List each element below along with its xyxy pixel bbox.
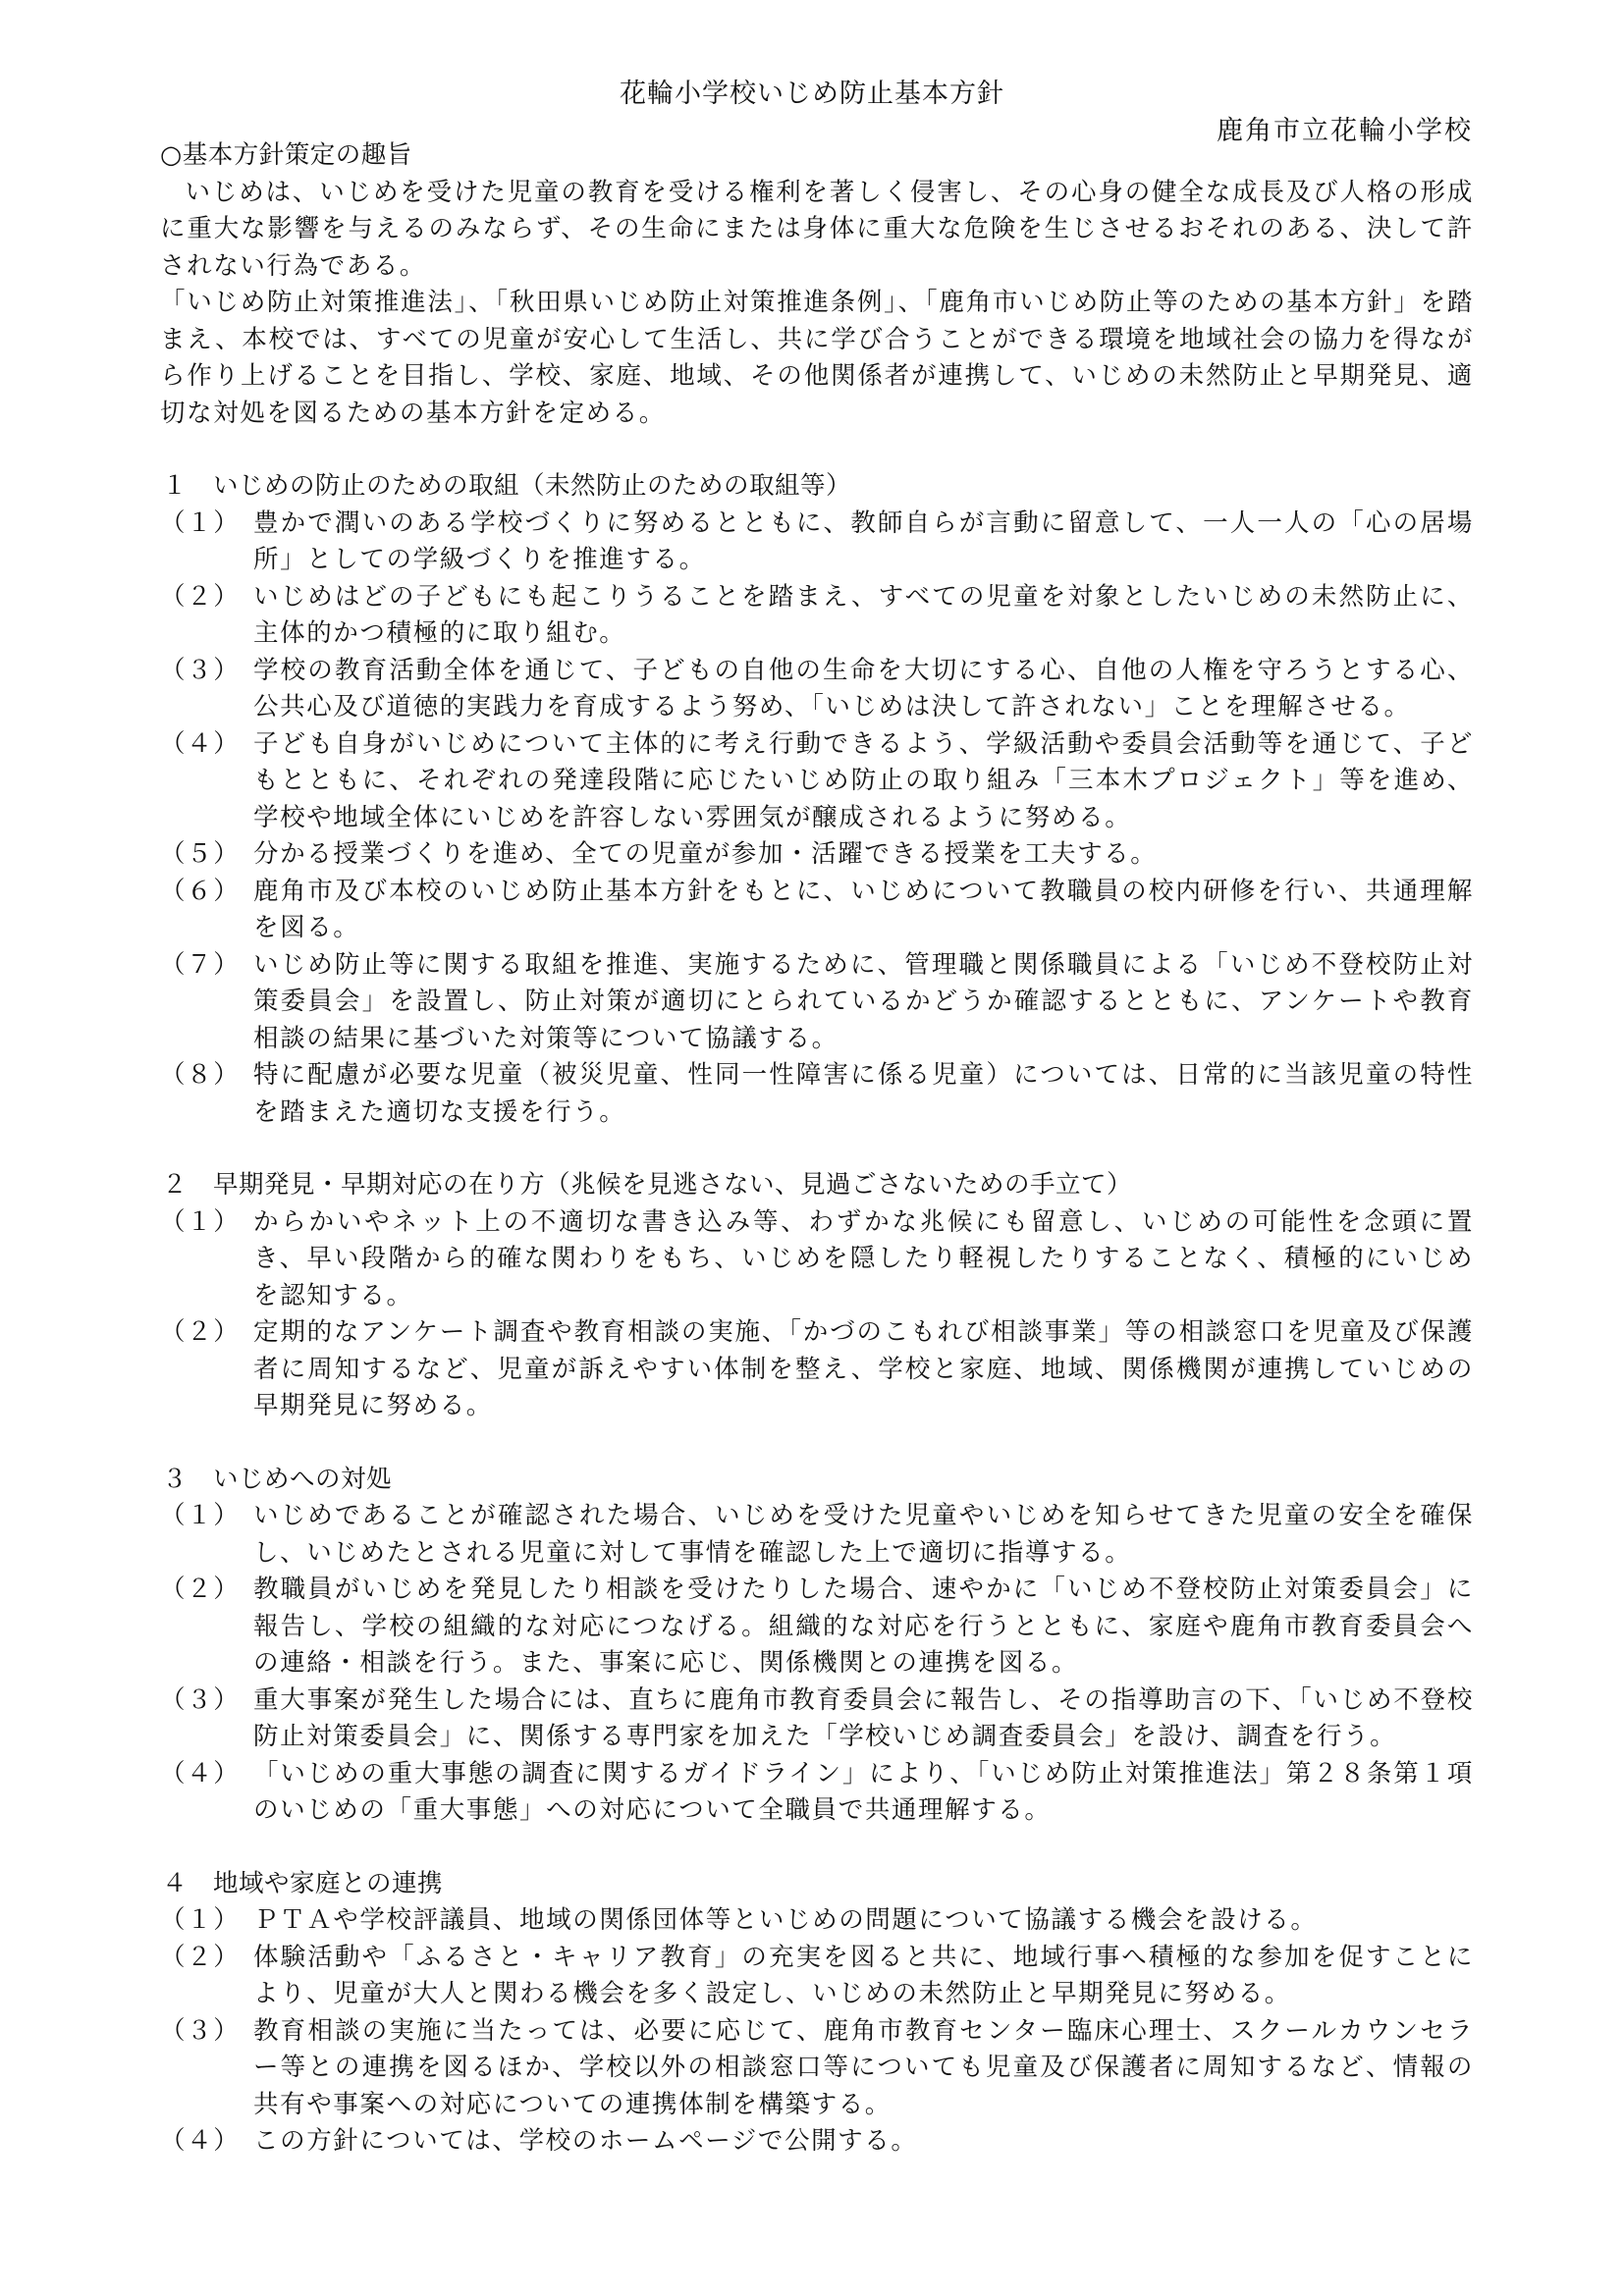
section-heading: ４ 地域や家庭との連携 [162, 1868, 444, 1898]
list-item-number: （４） [160, 1758, 241, 1789]
document-title: 花輪小学校いじめ防止基本方針 [620, 79, 1004, 109]
list-item-number: （７） [160, 949, 241, 980]
list-item-text: 重大事案が発生した場合には、直ちに鹿角市教育委員会に報告し、その指導助言の下、「いじめ不登校防止対策委員会」に、関係する専門家を加えた「学校いじめ調査委員会」を設け、調査を行う。 [253, 1684, 1474, 1751]
list-item [160, 726, 1474, 837]
list-item-number: （３） [160, 655, 241, 685]
list-item-number: （２） [160, 581, 241, 612]
list-item-text: 「いじめの重大事態の調査に関するガイドライン」により、「いじめ防止対策推進法」第２８条第１項のいじめの「重大事態」への対応について全職員で共通理解する。 [253, 1758, 1474, 1825]
list-item-number: （２） [160, 1317, 241, 1347]
list-item-text: 鹿角市及び本校のいじめ防止基本方針をもとに、いじめについて教職員の校内研修を行い、共通理解を図る。 [253, 876, 1474, 942]
list-item-number: （１） [160, 1905, 241, 1935]
list-item-number: （４） [160, 728, 241, 759]
purpose-paragraph: いじめは、いじめを受けた児童の教育を受ける権利を著しく侵害し、その心身の健全な成長及び人格の形成に重大な影響を与えるのみならず、その生命にまたは身体に重大な危険を生じさせるおそれのある、決して許されない行為である。 [160, 177, 1474, 281]
list-item-text: 豊かで潤いのある学校づくりに努めるとともに、教師自らが言動に留意して、一人一人の「心の居場所」としての学級づくりを推進する。 [253, 507, 1474, 574]
list-item [160, 836, 1474, 874]
list-item [160, 874, 1474, 947]
list-item [160, 1057, 1474, 1131]
list-item [160, 1756, 1474, 1830]
list-item [160, 1572, 1474, 1682]
list-item-number: （１） [160, 1206, 241, 1237]
school-name: 鹿角市立花輪小学校 [1217, 116, 1473, 146]
list-item-number: （５） [160, 839, 241, 869]
list-item-number: （８） [160, 1060, 241, 1090]
list-item-text: 体験活動や「ふるさと・キャリア教育」の充実を図ると共に、地域行事へ積極的な参加を促すことにより、児童が大人と関わる機会を多く設定し、いじめの未然防止と早期発見に努める。 [253, 1942, 1474, 2008]
section [160, 1866, 1474, 2161]
list-item [160, 947, 1474, 1058]
section-heading: ３ いじめへの対処 [162, 1464, 393, 1494]
list-item [160, 1682, 1474, 1756]
list-item-number: （１） [160, 1501, 241, 1530]
list-item-number: （２） [160, 1575, 241, 1604]
list-item-text: からかいやネット上の不適切な書き込み等、わずかな兆候にも留意し、いじめの可能性を念頭に置き、早い段階から的確な関わりをもち、いじめを隠したり軽視したりすることなく、積極的にいじめを認知する。 [253, 1206, 1474, 1310]
section [160, 468, 1474, 1131]
list-item-text: 分かる授業づくりを進め、全ての児童が参加・活躍できる授業を工夫する。 [253, 839, 1158, 869]
list-item-number: （３） [160, 2015, 241, 2046]
list-item [160, 1498, 1474, 1572]
list-item [160, 2123, 1474, 2161]
document-body [160, 137, 1474, 2161]
list-item-text: 学校の教育活動全体を通じて、子どもの自他の生命を大切にする心、自他の人権を守ろうとする心、公共心及び道徳的実践力を育成するよう努め、「いじめは決して許されない」ことを理解させる。 [253, 655, 1474, 721]
purpose-paragraph: 「いじめ防止対策推進法」、「秋田県いじめ防止対策推進条例」、「鹿角市いじめ防止等のための基本方針」を踏まえ、本校では、すべての児童が安心して生活し、共に学び合うことができる環境を地域社会の協力を得ながら作り上げることを目指し、学校、家庭、地域、その他関係者が連携して、いじめの未然防止と早期発見、適切な対処を図るための基本方針を定める。 [160, 288, 1474, 428]
list-item-text: 子ども自身がいじめについて主体的に考え行動できるよう、学級活動や委員会活動等を通じて、子どもとともに、それぞれの発達段階に応じたいじめ防止の取り組み「三本木プロジェクト」等を進め、学校や地域全体にいじめを許容しない雰囲気が醸成されるように努める。 [253, 728, 1474, 832]
list-item-text: 特に配慮が必要な児童（被災児童、性同一性障害に係る児童）については、日常的に当該児童の特性を踏まえた適切な支援を行う。 [253, 1060, 1474, 1127]
list-item-number: （１） [160, 507, 241, 538]
list-item-text: いじめはどの子どもにも起こりうることを踏まえ、すべての児童を対象としたいじめの未然防止に、主体的かつ積極的に取り組む。 [253, 581, 1474, 648]
sections-container [160, 468, 1474, 2161]
list-item-number: （２） [160, 1942, 241, 1972]
list-item-text: 定期的なアンケート調査や教育相談の実施、「かづのこもれび相談事業」等の相談窓口を児童及び保護者に周知するなど、児童が訴えやすい体制を整え、学校と家庭、地域、関係機関が連携していじめの早期発見に努める。 [253, 1317, 1474, 1420]
list-item-number: （３） [160, 1684, 241, 1715]
list-item-number: （６） [160, 876, 241, 906]
list-item-text: いじめ防止等に関する取組を推進、実施するために、管理職と関係職員による「いじめ不登校防止対策委員会」を設置し、防止対策が適切にとられているかどうか確認するとともに、アンケートや教育相談の結果に基づいた対策等について協議する。 [253, 949, 1474, 1053]
list-item-text: この方針については、学校のホームページで公開する。 [253, 2126, 918, 2156]
section-heading: ２ 早期発見・早期対応の在り方（兆候を見逃さない、見過ごさないための手立て） [162, 1170, 1133, 1200]
list-item [160, 579, 1474, 653]
list-item [160, 1940, 1474, 2013]
list-item [160, 2013, 1474, 2124]
list-item-text: 教育相談の実施に当たっては、必要に応じて、鹿角市教育センター臨床心理士、スクールカウンセラー等との連携を図るほか、学校以外の相談窓口等についても児童及び保護者に周知するなど、情報の共有や事案への対応についての連携体制を構築する。 [253, 2015, 1474, 2119]
purpose-heading: ○基本方針策定の趣旨 [160, 140, 412, 170]
list-item [160, 506, 1474, 579]
list-item [160, 653, 1474, 726]
section [160, 1462, 1474, 1830]
list-item-text: いじめであることが確認された場合、いじめを受けた児童やいじめを知らせてきた児童の安全を確保し、いじめたとされる児童に対して事情を確認した上で適切に指導する。 [253, 1501, 1474, 1568]
list-item-text: 教職員がいじめを発見したり相談を受けたりした場合、速やかに「いじめ不登校防止対策委員会」に報告し、学校の組織的な対応につなげる。組織的な対応を行うとともに、家庭や鹿角市教育委員会への連絡・相談を行う。また、事案に応じ、関係機関との連携を図る。 [253, 1575, 1474, 1678]
list-item [160, 1204, 1474, 1315]
list-item-number: （４） [160, 2126, 241, 2156]
section [160, 1167, 1474, 1425]
section-heading: １ いじめの防止のための取組（未然防止のための取組等） [162, 471, 852, 501]
list-item [160, 1902, 1474, 1940]
list-item [160, 1314, 1474, 1425]
list-item-text: ＰＴＡや学校評議員、地域の関係団体等といじめの問題について協議する機会を設ける。 [253, 1905, 1318, 1935]
